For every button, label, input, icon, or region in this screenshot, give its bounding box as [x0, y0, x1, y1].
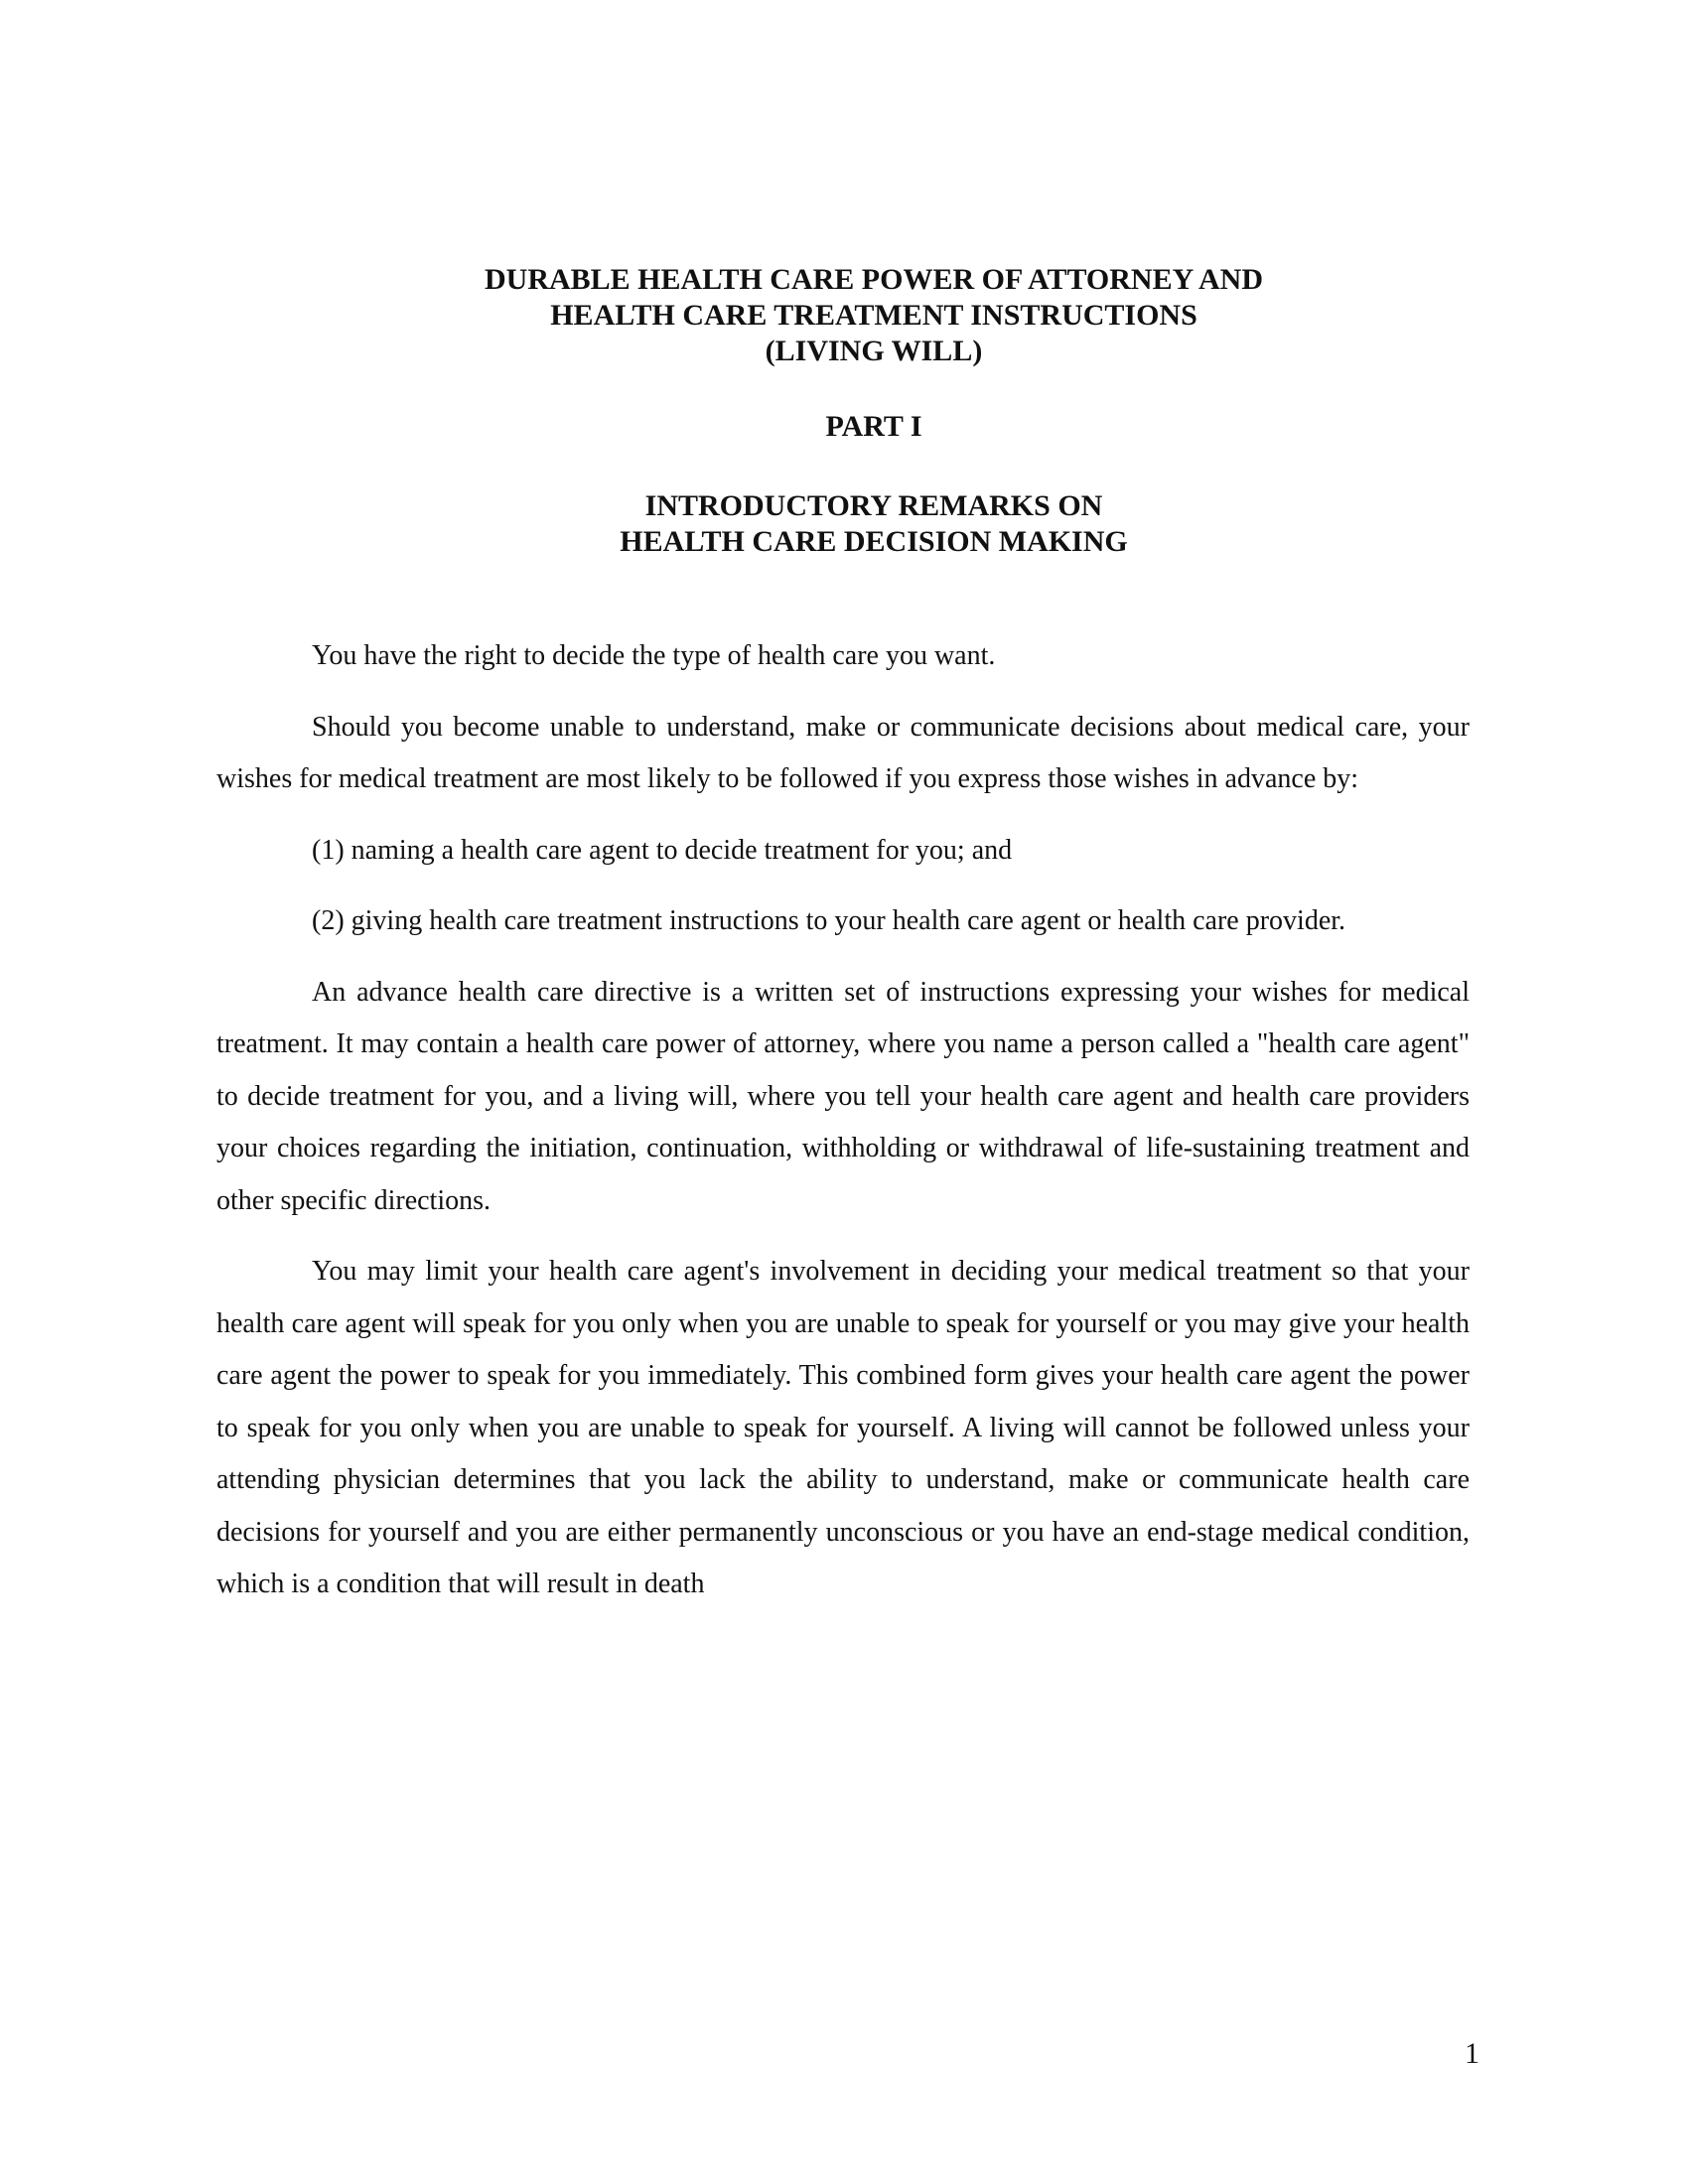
title-line: DURABLE HEALTH CARE POWER OF ATTORNEY AND [484, 263, 1263, 296]
list-item: (1) naming a health care agent to decide treatment for you; and [312, 834, 1013, 866]
paragraph: Should you become unable to understand, make or communicate decisions about medical care, your wishes for medical treatment are most likely to be followed if you express those wishes in advance by: [216, 711, 1470, 794]
paragraph: You have the right to decide the type of health care you want. [312, 640, 996, 671]
part-heading [30, 409, 1688, 445]
page-number: 1 [1465, 2037, 1479, 2070]
title-line: (LIVING WILL) [765, 335, 983, 367]
section-title-line: HEALTH CARE DECISION MAKING [620, 525, 1128, 558]
list-item: (2) giving health care treatment instructions to your health care agent or health care provider. [312, 905, 1346, 936]
section-title-line: INTRODUCTORY REMARKS ON [644, 489, 1103, 522]
body-text [216, 630, 1470, 1630]
section-heading [30, 488, 1688, 560]
document-title [30, 262, 1688, 369]
part-label: PART I [825, 410, 922, 443]
paragraph: An advance health care directive is a written set of instructions expressing your wishes for medical treatment. It may contain a health care power of attorney, where you name a person called a "health care agent" to decide treatment for you, and a living will, where you tell your health care agent and health care providers your choices regarding the initiation, continuation, withholding or withdrawal of life-sustaining treatment and other specific directions. [216, 976, 1470, 1216]
title-line: HEALTH CARE TREATMENT INSTRUCTIONS [550, 299, 1197, 332]
paragraph: You may limit your health care agent's involvement in deciding your medical treatment so that your health care agent will speak for you only when you are unable to speak for yourself or you may give your health care agent the power to speak for you immediately. This combined form gives your health care agent the power to speak for you only when you are unable to speak for yourself. A living will cannot be followed unless your attending physician determines that you lack the ability to understand, make or communicate health care decisions for yourself and you are either permanently unconscious or you have an end-stage medical condition, which is a condition that will result in death [216, 1256, 1470, 1599]
